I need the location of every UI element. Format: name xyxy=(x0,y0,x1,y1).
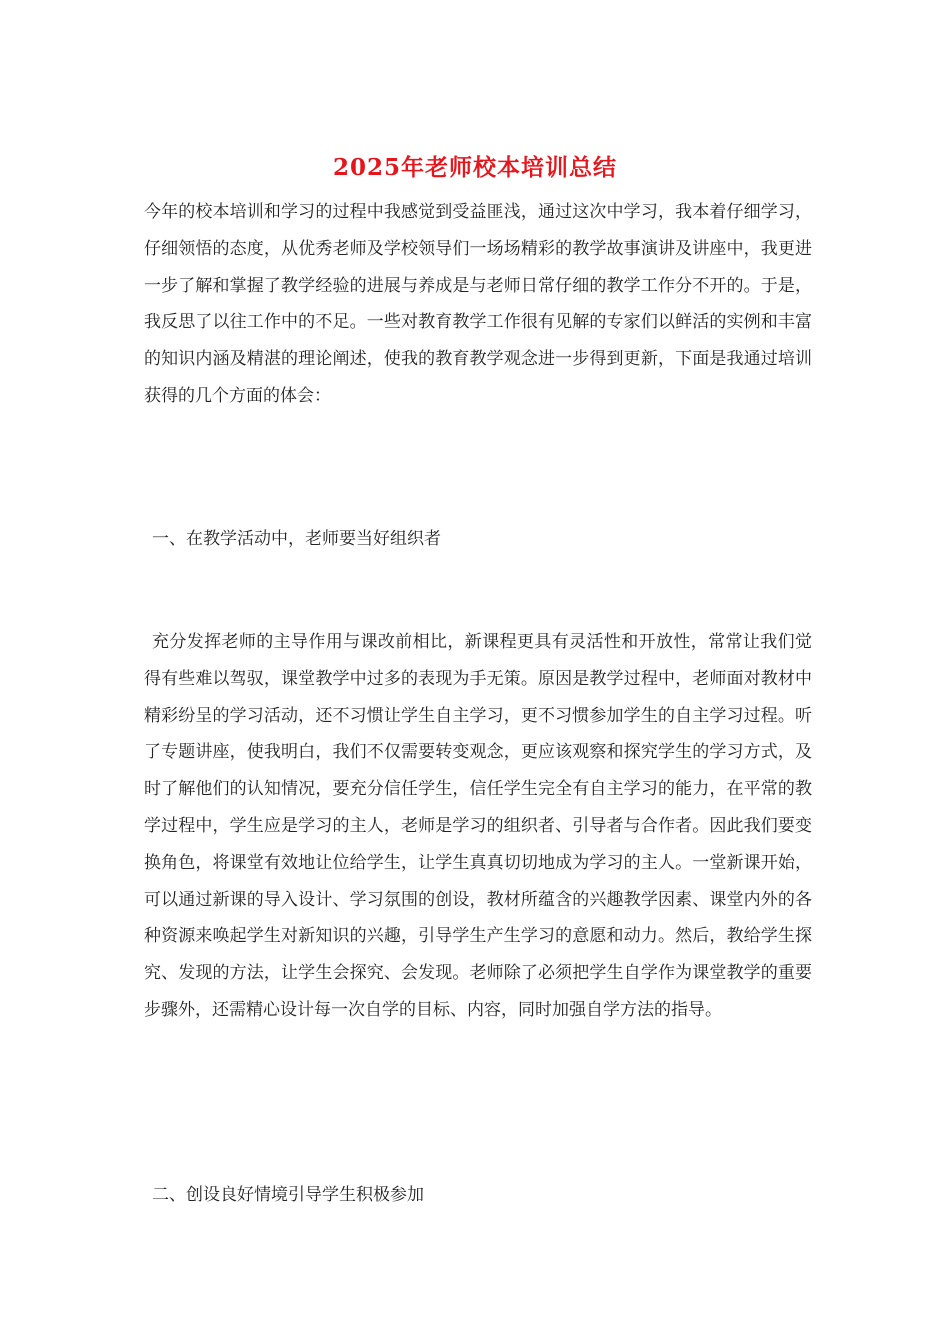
intro-paragraph: 今年的校本培训和学习的过程中我感觉到受益匪浅，通过这次中学习，我本着仔细学习，仔细领悟的态度，从优秀老师及学校领导们一场场精彩的教学故事演讲及讲座中，我更进一步了解和掌握了教学经验的进展与养成是与老师日常仔细的教学工作分不开的。于是，我反思了以往工作中的不足。一些对教育教学工作很有见解的专家们以鲜活的实例和丰富的知识内涵及精湛的理论阐述，使我的教育教学观念进一步得到更新，下面是我通过培训获得的几个方面的体会： xyxy=(144,202,812,406)
section-2-heading: 二、创设良好情境引导学生积极参加 xyxy=(152,1185,424,1205)
section-1-paragraph: 充分发挥老师的主导作用与课改前相比，新课程更具有灵活性和开放性，常常让我们觉得有些难以驾驭，课堂教学中过多的表现为手无策。原因是教学过程中，老师面对教材中精彩纷呈的学习活动，还不习惯让学生自主学习，更不习惯参加学生的自主学习过程。听了专题讲座，使我明白，我们不仅需要转变观念，更应该观察和探究学生的学习方式，及时了解他们的认知情况，要充分信任学生，信任学生完全有自主学习的能力，在平常的教学过程中，学生应是学习的主人，老师是学习的组织者、引导者与合作者。因此我们要变换角色，将课堂有效地让位给学生，让学生真真切切地成为学习的主人。一堂新课开始，可以通过新课的导入设计、学习氛围的创设，教材所蕴含的兴趣教学因素、课堂内外的各种资源来唤起学生对新知识的兴趣，引导学生产生学习的意愿和动力。然后，教给学生探究、发现的方法，让学生会探究、会发现。老师除了必须把学生自学作为课堂教学的重要步骤外，还需精心设计每一次自学的目标、内容，同时加强自学方法的指导。 xyxy=(144,632,812,1020)
section-1-heading: 一、在教学活动中，老师要当好组织者 xyxy=(152,529,441,549)
document-title: 2025年老师校本培训总结 xyxy=(332,154,617,181)
